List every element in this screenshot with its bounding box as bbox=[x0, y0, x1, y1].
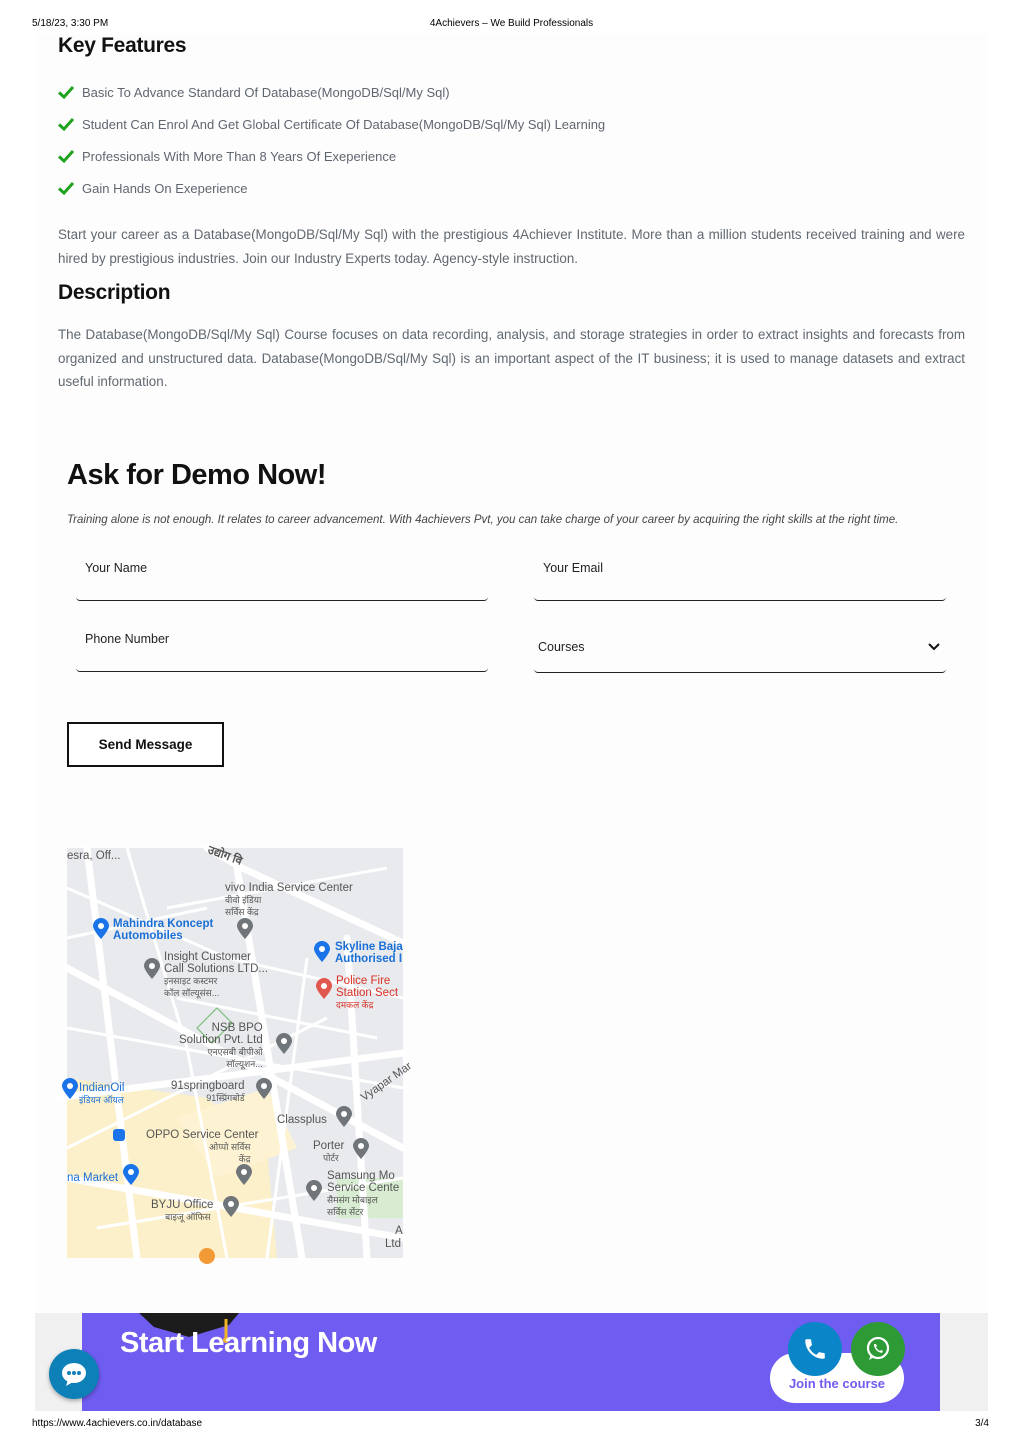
map-label: IndianOil इंडियन ऑयल bbox=[79, 1082, 125, 1105]
description-paragraph: The Database(MongoDB/Sql/My Sql) Course focuses on data recording, analysis, and storage strategies in order to extract insights and forecasts from organized and unstructured data. Database(MongoDB/Sql/My Sql) is an important aspect of the IT business; it is used to manage datasets and extract useful information. bbox=[58, 327, 965, 389]
chevron-down-icon bbox=[928, 643, 940, 651]
print-url: https://www.4achievers.co.in/database bbox=[32, 1418, 203, 1429]
page-content bbox=[35, 34, 988, 1312]
demo-subtitle: Training alone is not enough. It relates to career advancement. With 4achievers Pvt, you can take charge of your career by acquiring the right skills at the right time. bbox=[67, 514, 899, 526]
map-pin-icon bbox=[305, 1180, 323, 1202]
chat-bubble-icon bbox=[59, 1359, 89, 1389]
map-pin-icon bbox=[255, 1078, 273, 1100]
print-header bbox=[0, 0, 1023, 34]
check-icon bbox=[58, 117, 74, 131]
map-label: उद्योग वि bbox=[206, 844, 244, 868]
map-pin-icon bbox=[143, 958, 161, 980]
check-icon bbox=[58, 181, 74, 195]
print-date: 5/18/23, 3:30 PM bbox=[32, 18, 109, 29]
map-pin-icon bbox=[61, 1078, 79, 1100]
feature-item bbox=[58, 140, 605, 172]
description-heading: Description bbox=[58, 281, 171, 304]
map-label: OPPO Service Center ओप्पो सर्विस केंद्र bbox=[146, 1129, 259, 1164]
phone-field bbox=[76, 632, 488, 672]
cta-title: Start Learning Now bbox=[120, 1327, 377, 1359]
join-course-button[interactable]: Join the course bbox=[770, 1353, 904, 1403]
location-map[interactable] bbox=[67, 844, 415, 1258]
whatsapp-icon bbox=[864, 1335, 892, 1363]
map-pin-icon bbox=[236, 918, 254, 940]
map-label: Skyline Baja Authorised I bbox=[335, 941, 403, 965]
map-pin-icon bbox=[335, 1106, 353, 1128]
check-icon bbox=[58, 85, 74, 99]
feature-item bbox=[58, 76, 605, 108]
feature-text: Student Can Enrol And Get Global Certificate Of Database(MongoDB/Sql/My Sql) Learning bbox=[82, 116, 606, 132]
map-label: Mahindra Koncept Automobiles bbox=[113, 918, 214, 942]
map-label: na Market bbox=[67, 1172, 119, 1184]
email-field bbox=[534, 561, 946, 601]
feature-text: Gain Hands On Exeperience bbox=[82, 180, 248, 196]
map-label: BYJU Office बाइजू ऑफिस bbox=[151, 1199, 214, 1222]
key-features-heading: Key Features bbox=[58, 34, 187, 57]
intro-paragraph: Start your career as a Database(MongoDB/Sql/My Sql) with the prestigious 4Achiever Institute. More than a million students received training and were hired by prestigious industries. Join our Industry Experts today. Agency-style instruction. bbox=[58, 227, 965, 266]
email-input[interactable] bbox=[543, 561, 914, 575]
whatsapp-button[interactable] bbox=[851, 1322, 905, 1376]
feature-item bbox=[58, 108, 605, 140]
map-pin-icon bbox=[315, 978, 333, 1000]
print-footer bbox=[0, 1415, 1023, 1447]
map-label: NSB BPO Solution Pvt. Ltd एनएसबी बीपीओ सॉल्यूशन... bbox=[179, 1022, 263, 1069]
feature-text: Professionals With More Than 8 Years Of Exeperience bbox=[82, 148, 397, 164]
send-message-button[interactable]: Send Message bbox=[67, 722, 224, 767]
call-button[interactable] bbox=[788, 1322, 842, 1376]
phone-icon bbox=[802, 1336, 828, 1362]
map-label: Samsung Mo Service Cente सैमसंग मोबाइल सर्विस सेंटर bbox=[327, 1170, 400, 1217]
map-pin-icon bbox=[122, 1164, 140, 1186]
map-label: Ltd bbox=[385, 1238, 401, 1250]
phone-input[interactable] bbox=[85, 632, 456, 646]
name-field bbox=[76, 561, 488, 601]
map-pin-icon bbox=[235, 1164, 253, 1186]
map-label: Police Fire Station Sect दमकल केंद्र bbox=[336, 975, 399, 1010]
chat-button[interactable] bbox=[49, 1349, 99, 1399]
map-label: esra, Off... bbox=[67, 850, 121, 862]
feature-text: Basic To Advance Standard Of Database(MongoDB/Sql/My Sql) bbox=[82, 84, 450, 100]
demo-title: Ask for Demo Now! bbox=[67, 459, 326, 491]
map-label: Vyapar Mar bbox=[358, 1060, 415, 1104]
transit-icon bbox=[113, 1129, 125, 1141]
map-pin-icon bbox=[222, 1196, 240, 1218]
map-pin-icon bbox=[92, 918, 110, 940]
print-page-title: 4Achievers – We Build Professionals bbox=[429, 18, 594, 29]
map-label: 91springboard 91स्प्रिंगबोर्ड bbox=[171, 1080, 245, 1103]
map-label: Classplus bbox=[277, 1114, 327, 1126]
map-label: Insight Customer Call Solutions LTD... इनसाइट कस्टमर कॉल सॉल्यूसंस... bbox=[164, 951, 268, 998]
course-select[interactable] bbox=[534, 633, 946, 673]
map-pin-icon bbox=[313, 941, 331, 963]
name-input[interactable] bbox=[85, 561, 456, 575]
check-icon bbox=[58, 149, 74, 163]
course-select-value: Courses bbox=[538, 640, 585, 654]
feature-item bbox=[58, 172, 605, 204]
restaurant-icon bbox=[199, 1248, 215, 1264]
map-label: A bbox=[395, 1225, 403, 1237]
map-label: vivo India Service Center वीवो इंडिया सर्विस केंद्र bbox=[225, 882, 353, 917]
map-pin-icon bbox=[275, 1033, 293, 1055]
print-page-number: 3/4 bbox=[975, 1418, 989, 1429]
key-features-list bbox=[58, 76, 605, 204]
map-label: Porter पोर्टर bbox=[313, 1140, 345, 1163]
map-pin-icon bbox=[352, 1138, 370, 1160]
